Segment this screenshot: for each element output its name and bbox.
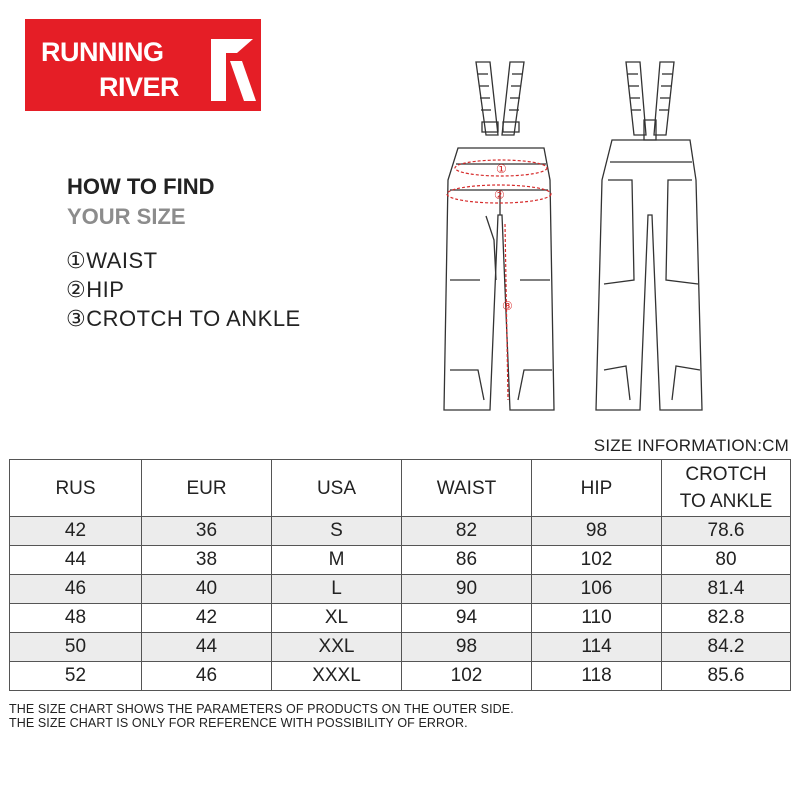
cell-eur: 42 [142,604,272,633]
cell-hip: 118 [532,662,662,691]
legend-item-waist: ①WAIST [66,248,158,273]
table-header-row [10,460,791,517]
cell-eur: 46 [142,662,272,691]
front-pants-illustration [444,62,554,410]
back-pants-illustration [596,62,702,410]
cell-eur: 40 [142,575,272,604]
cell-rus: 44 [10,546,142,575]
col-header-eur: EUR [142,460,272,517]
cell-rus: 46 [10,575,142,604]
col-header-crotch-line2: TO ANKLE [679,491,773,512]
size-notes [9,702,514,730]
brand-arrow-icon [209,39,257,101]
cell-rus: 42 [10,517,142,546]
cell-crotch-to-ankle: 84.2 [662,633,791,662]
legend-item-hip: ②HIP [66,277,125,302]
col-header-hip: HIP [532,460,662,517]
marker-hip: ② [494,188,505,202]
cell-waist: 86 [402,546,532,575]
how-to-find-heading [67,172,214,231]
cell-hip: 110 [532,604,662,633]
cell-usa: XL [272,604,402,633]
table-row [10,546,791,575]
cell-hip: 98 [532,517,662,546]
cell-eur: 38 [142,546,272,575]
col-header-waist: WAIST [402,460,532,517]
table-row [10,662,791,691]
col-header-usa: USA [272,460,402,517]
cell-usa: S [272,517,402,546]
marker-crotch-to-ankle: ③ [502,299,513,313]
cell-usa: XXXL [272,662,402,691]
brand-name-line1: RUNNING [41,37,164,67]
cell-rus: 48 [10,604,142,633]
cell-usa: L [272,575,402,604]
guide-title: HOW TO FIND [67,174,215,199]
cell-crotch-to-ankle: 81.4 [662,575,791,604]
cell-rus: 52 [10,662,142,691]
table-row [10,633,791,662]
guide-subtitle: YOUR SIZE [67,203,186,229]
note-line: THE SIZE CHART IS ONLY FOR REFERENCE WITH POSSIBILITY OF ERROR. [9,716,468,730]
pants-diagram [420,40,780,420]
col-header-rus: RUS [10,460,142,517]
size-table [9,459,791,691]
cell-crotch-to-ankle: 80 [662,546,791,575]
col-header-crotch-line1: CROTCH [685,464,767,485]
col-header-crotch-to-ankle [662,460,791,517]
cell-usa: M [272,546,402,575]
cell-crotch-to-ankle: 78.6 [662,517,791,546]
brand-name-line2: RIVER [99,72,180,102]
cell-waist: 90 [402,575,532,604]
cell-usa: XXL [272,633,402,662]
table-row [10,575,791,604]
cell-rus: 50 [10,633,142,662]
cell-crotch-to-ankle: 85.6 [662,662,791,691]
note-line: THE SIZE CHART SHOWS THE PARAMETERS OF PRODUCTS ON THE OUTER SIDE. [9,702,514,716]
cell-hip: 102 [532,546,662,575]
table-row [10,604,791,633]
cell-hip: 106 [532,575,662,604]
cell-waist: 98 [402,633,532,662]
legend-item-crotch-to-ankle: ③CROTCH TO ANKLE [66,306,301,331]
cell-hip: 114 [532,633,662,662]
size-info-label: SIZE INFORMATION:CM [593,436,789,455]
cell-crotch-to-ankle: 82.8 [662,604,791,633]
cell-waist: 102 [402,662,532,691]
brand-logo [25,19,261,111]
measurement-legend [66,246,301,333]
marker-waist: ① [496,162,507,176]
cell-waist: 82 [402,517,532,546]
cell-eur: 36 [142,517,272,546]
table-row [10,517,791,546]
cell-eur: 44 [142,633,272,662]
cell-waist: 94 [402,604,532,633]
